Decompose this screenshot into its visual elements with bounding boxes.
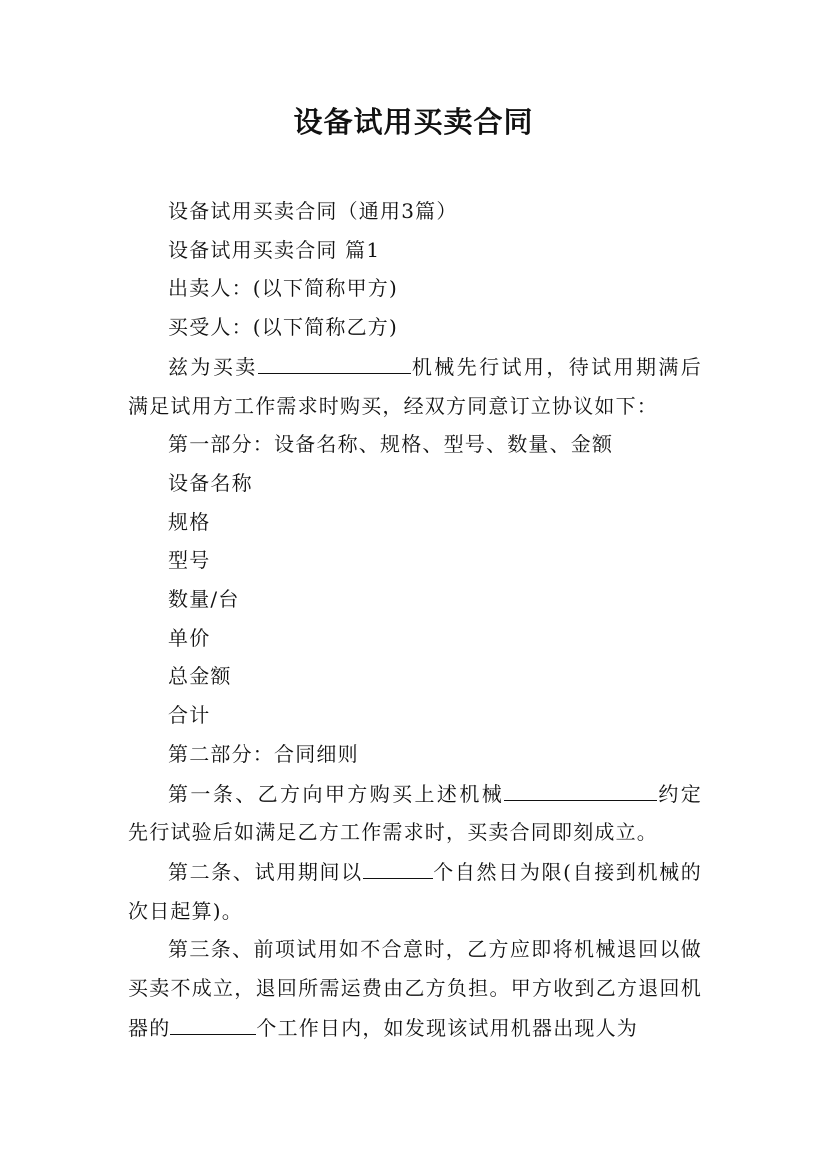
paragraph-clause-3 — [128, 930, 702, 1047]
item-quantity: 数量/台 — [168, 587, 240, 612]
clause-2-blank — [363, 852, 433, 879]
paragraph-clause-2 — [128, 852, 702, 930]
clause-2-text-end: 个自然日为限(自接到机械的次日起算)。 — [128, 859, 702, 923]
clause-3-text-start: 第三条、前项试用如不合意时，乙方应即将机械退回以做买卖不成立，退回所需运费由乙方负担。甲方收到乙方退回机器的 — [128, 937, 702, 1040]
intro-text-start: 兹为买卖 — [168, 354, 258, 379]
paragraph-buyer: 买受人：(以下简称乙方) — [168, 315, 399, 340]
paragraph-article-1-heading: 设备试用买卖合同 篇1 — [168, 237, 381, 262]
intro-text-end: 机械先行试用，待试用期满后满足试用方工作需求时购买，经双方同意订立协议如下： — [128, 354, 702, 418]
item-total-amount: 总金额 — [168, 664, 232, 689]
paragraph-contract-series: 设备试用买卖合同（通用3篇） — [168, 199, 458, 223]
item-model: 型号 — [168, 548, 211, 573]
clause-2-text-start: 第二条、试用期间以 — [168, 859, 363, 884]
clause-3-blank — [170, 1008, 256, 1035]
clause-1-blank — [504, 774, 657, 801]
paragraph-part-one-heading: 第一部分：设备名称、规格、型号、数量、金额 — [168, 432, 614, 457]
document-body — [128, 192, 702, 1047]
paragraph-clause-1 — [128, 774, 702, 852]
item-unit-price: 单价 — [168, 625, 211, 650]
clause-1-text-start: 第一条、乙方向甲方购买上述机械 — [168, 781, 505, 806]
paragraph-intro — [128, 347, 702, 425]
item-sum: 合计 — [168, 703, 211, 728]
paragraph-part-two-heading: 第二部分：合同细则 — [168, 741, 359, 766]
document-title: 设备试用买卖合同 — [293, 105, 534, 139]
clause-1-text-end: 约定先行试验后如满足乙方工作需求时，买卖合同即刻成立。 — [128, 781, 702, 845]
paragraph-seller: 出卖人：(以下简称甲方) — [168, 276, 399, 301]
clause-3-text-end: 个工作日内，如发现该试用机器出现人为 — [256, 1015, 639, 1040]
item-equipment-name: 设备名称 — [168, 470, 253, 495]
machine-name-blank — [258, 347, 411, 374]
item-specification: 规格 — [168, 509, 211, 534]
